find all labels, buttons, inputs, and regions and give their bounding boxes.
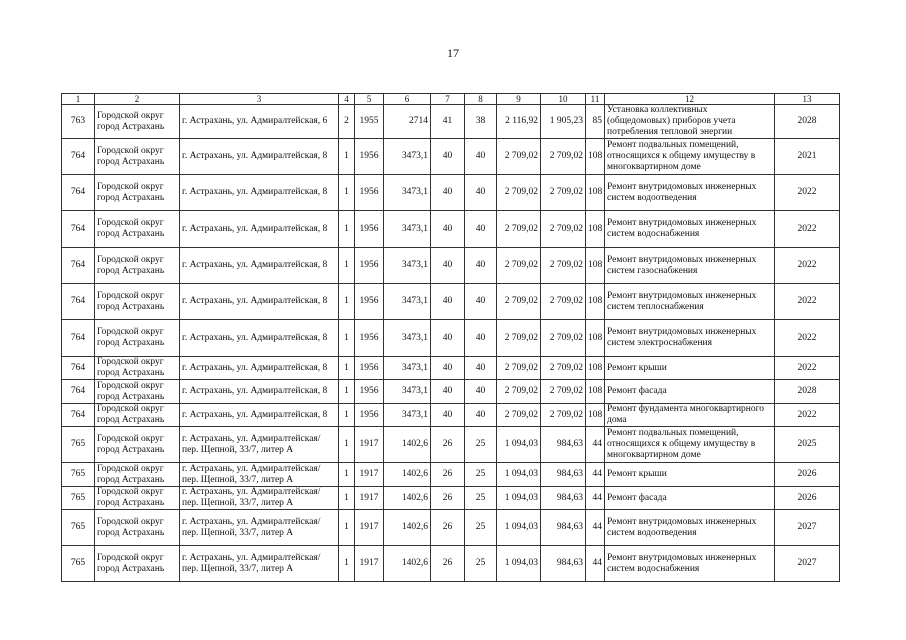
column-11-cell: 108	[586, 380, 605, 404]
column-9-cell: 2 709,02	[497, 139, 541, 175]
work-type-cell: Ремонт внутридомовых инженерных систем газоснабжения	[605, 248, 775, 284]
work-type-cell: Ремонт фасада	[605, 380, 775, 404]
municipality-cell: Городской округ город Астрахань	[95, 320, 180, 357]
register-table	[61, 93, 840, 582]
municipality-cell: Городской округ город Астрахань	[95, 105, 180, 139]
table-row	[62, 139, 840, 175]
column-9-cell: 2 709,02	[497, 320, 541, 357]
year-built-cell: 1956	[355, 175, 384, 211]
column-9-cell: 2 709,02	[497, 248, 541, 284]
total-area-cell: 3473,1	[384, 320, 431, 357]
work-type-cell: Ремонт подвальных помещений, относящихся к общему имуществу в многоквартирном доме	[605, 427, 775, 463]
page-number: 17	[447, 46, 459, 60]
column-7-cell: 40	[431, 175, 465, 211]
column-8-cell: 40	[465, 175, 497, 211]
municipality-cell: Городской округ город Астрахань	[95, 248, 180, 284]
column-number-row	[62, 94, 840, 105]
work-type-cell: Ремонт фасада	[605, 487, 775, 510]
column-7-cell: 40	[431, 320, 465, 357]
address-cell: г. Астрахань, ул. Адмиралтейская, 8	[180, 380, 339, 404]
row-number: 764	[62, 248, 95, 284]
column-8-cell: 40	[465, 211, 497, 248]
column-8-cell: 38	[465, 105, 497, 139]
column-8-cell: 40	[465, 248, 497, 284]
planned-year-cell: 2027	[775, 546, 840, 582]
column-9-cell: 2 116,92	[497, 105, 541, 139]
municipality-cell: Городской округ город Астрахань	[95, 510, 180, 546]
planned-year-cell: 2026	[775, 487, 840, 510]
floors-cell: 1	[339, 404, 355, 427]
table-row	[62, 427, 840, 463]
table-row	[62, 320, 840, 357]
column-header: 8	[465, 94, 497, 105]
column-7-cell: 26	[431, 487, 465, 510]
column-9-cell: 1 094,03	[497, 510, 541, 546]
total-area-cell: 3473,1	[384, 404, 431, 427]
column-9-cell: 2 709,02	[497, 380, 541, 404]
planned-year-cell: 2028	[775, 380, 840, 404]
work-type-cell: Ремонт крыши	[605, 463, 775, 487]
row-number: 764	[62, 404, 95, 427]
address-cell: г. Астрахань, ул. Адмиралтейская, 8	[180, 284, 339, 320]
municipality-cell: Городской округ город Астрахань	[95, 427, 180, 463]
address-cell: г. Астрахань, ул. Адмиралтейская/ пер. Щепной, 33/7, литер А	[180, 510, 339, 546]
planned-year-cell: 2026	[775, 463, 840, 487]
column-7-cell: 40	[431, 404, 465, 427]
column-8-cell: 40	[465, 139, 497, 175]
floors-cell: 1	[339, 546, 355, 582]
total-area-cell: 1402,6	[384, 510, 431, 546]
column-8-cell: 40	[465, 357, 497, 380]
floors-cell: 1	[339, 357, 355, 380]
address-cell: г. Астрахань, ул. Адмиралтейская, 8	[180, 175, 339, 211]
column-7-cell: 40	[431, 211, 465, 248]
municipality-cell: Городской округ город Астрахань	[95, 380, 180, 404]
municipality-cell: Городской округ город Астрахань	[95, 404, 180, 427]
column-header: 4	[339, 94, 355, 105]
column-11-cell: 108	[586, 211, 605, 248]
planned-year-cell: 2022	[775, 175, 840, 211]
floors-cell: 1	[339, 284, 355, 320]
column-9-cell: 2 709,02	[497, 357, 541, 380]
column-10-cell: 2 709,02	[541, 139, 586, 175]
table-row	[62, 284, 840, 320]
year-built-cell: 1955	[355, 105, 384, 139]
row-number: 764	[62, 320, 95, 357]
year-built-cell: 1956	[355, 211, 384, 248]
row-number: 764	[62, 357, 95, 380]
year-built-cell: 1956	[355, 248, 384, 284]
total-area-cell: 3473,1	[384, 175, 431, 211]
address-cell: г. Астрахань, ул. Адмиралтейская/ пер. Щепной, 33/7, литер А	[180, 427, 339, 463]
address-cell: г. Астрахань, ул. Адмиралтейская, 8	[180, 320, 339, 357]
column-11-cell: 108	[586, 248, 605, 284]
table-row	[62, 248, 840, 284]
table-row	[62, 463, 840, 487]
column-header: 12	[605, 94, 775, 105]
row-number: 765	[62, 546, 95, 582]
table-row	[62, 404, 840, 427]
year-built-cell: 1956	[355, 357, 384, 380]
total-area-cell: 1402,6	[384, 487, 431, 510]
floors-cell: 1	[339, 510, 355, 546]
work-type-cell: Ремонт внутридомовых инженерных систем водоотведения	[605, 175, 775, 211]
address-cell: г. Астрахань, ул. Адмиралтейская, 6	[180, 105, 339, 139]
planned-year-cell: 2027	[775, 510, 840, 546]
column-11-cell: 44	[586, 546, 605, 582]
year-built-cell: 1956	[355, 404, 384, 427]
total-area-cell: 3473,1	[384, 211, 431, 248]
table-row	[62, 510, 840, 546]
address-cell: г. Астрахань, ул. Адмиралтейская, 8	[180, 248, 339, 284]
municipality-cell: Городской округ город Астрахань	[95, 357, 180, 380]
column-10-cell: 1 905,23	[541, 105, 586, 139]
column-10-cell: 984,63	[541, 427, 586, 463]
row-number: 764	[62, 284, 95, 320]
municipality-cell: Городской округ город Астрахань	[95, 211, 180, 248]
planned-year-cell: 2022	[775, 404, 840, 427]
column-8-cell: 25	[465, 427, 497, 463]
column-11-cell: 108	[586, 175, 605, 211]
column-7-cell: 40	[431, 380, 465, 404]
column-11-cell: 44	[586, 510, 605, 546]
column-8-cell: 40	[465, 284, 497, 320]
year-built-cell: 1956	[355, 139, 384, 175]
column-8-cell: 25	[465, 463, 497, 487]
column-header: 5	[355, 94, 384, 105]
column-10-cell: 2 709,02	[541, 320, 586, 357]
table-row	[62, 380, 840, 404]
municipality-cell: Городской округ город Астрахань	[95, 139, 180, 175]
year-built-cell: 1956	[355, 284, 384, 320]
table-row	[62, 175, 840, 211]
work-type-cell: Установка коллективных (общедомовых) приборов учета потребления тепловой энергии	[605, 105, 775, 139]
column-9-cell: 1 094,03	[497, 546, 541, 582]
planned-year-cell: 2022	[775, 211, 840, 248]
floors-cell: 1	[339, 320, 355, 357]
floors-cell: 1	[339, 463, 355, 487]
column-10-cell: 2 709,02	[541, 404, 586, 427]
floors-cell: 1	[339, 175, 355, 211]
column-10-cell: 2 709,02	[541, 357, 586, 380]
floors-cell: 1	[339, 427, 355, 463]
row-number: 764	[62, 139, 95, 175]
column-7-cell: 40	[431, 248, 465, 284]
municipality-cell: Городской округ город Астрахань	[95, 487, 180, 510]
column-11-cell: 108	[586, 284, 605, 320]
column-header: 10	[541, 94, 586, 105]
floors-cell: 1	[339, 139, 355, 175]
column-10-cell: 2 709,02	[541, 284, 586, 320]
column-header: 3	[180, 94, 339, 105]
column-9-cell: 2 709,02	[497, 284, 541, 320]
total-area-cell: 3473,1	[384, 357, 431, 380]
total-area-cell: 1402,6	[384, 427, 431, 463]
work-type-cell: Ремонт подвальных помещений, относящихся к общему имуществу в многоквартирном доме	[605, 139, 775, 175]
work-type-cell: Ремонт внутридомовых инженерных систем водоотведения	[605, 510, 775, 546]
table-row	[62, 105, 840, 139]
planned-year-cell: 2022	[775, 357, 840, 380]
column-11-cell: 108	[586, 404, 605, 427]
planned-year-cell: 2028	[775, 105, 840, 139]
floors-cell: 2	[339, 105, 355, 139]
work-type-cell: Ремонт внутридомовых инженерных систем водоснабжения	[605, 546, 775, 582]
column-8-cell: 40	[465, 320, 497, 357]
year-built-cell: 1917	[355, 546, 384, 582]
column-10-cell: 984,63	[541, 546, 586, 582]
column-10-cell: 2 709,02	[541, 211, 586, 248]
address-cell: г. Астрахань, ул. Адмиралтейская/ пер. Щепной, 33/7, литер А	[180, 463, 339, 487]
row-number: 765	[62, 510, 95, 546]
column-7-cell: 40	[431, 357, 465, 380]
row-number: 764	[62, 380, 95, 404]
row-number: 765	[62, 427, 95, 463]
table-row	[62, 546, 840, 582]
column-7-cell: 41	[431, 105, 465, 139]
table-row	[62, 357, 840, 380]
year-built-cell: 1917	[355, 510, 384, 546]
municipality-cell: Городской округ город Астрахань	[95, 284, 180, 320]
row-number: 764	[62, 175, 95, 211]
column-8-cell: 25	[465, 546, 497, 582]
floors-cell: 1	[339, 487, 355, 510]
column-7-cell: 26	[431, 546, 465, 582]
address-cell: г. Астрахань, ул. Адмиралтейская, 8	[180, 211, 339, 248]
total-area-cell: 1402,6	[384, 463, 431, 487]
row-number: 765	[62, 463, 95, 487]
row-number: 763	[62, 105, 95, 139]
planned-year-cell: 2022	[775, 320, 840, 357]
floors-cell: 1	[339, 380, 355, 404]
total-area-cell: 3473,1	[384, 284, 431, 320]
column-8-cell: 25	[465, 487, 497, 510]
column-11-cell: 108	[586, 357, 605, 380]
column-header: 13	[775, 94, 840, 105]
planned-year-cell: 2022	[775, 284, 840, 320]
planned-year-cell: 2021	[775, 139, 840, 175]
column-8-cell: 40	[465, 380, 497, 404]
column-11-cell: 85	[586, 105, 605, 139]
column-10-cell: 984,63	[541, 510, 586, 546]
column-9-cell: 1 094,03	[497, 487, 541, 510]
column-10-cell: 984,63	[541, 487, 586, 510]
column-7-cell: 40	[431, 284, 465, 320]
column-7-cell: 26	[431, 427, 465, 463]
planned-year-cell: 2025	[775, 427, 840, 463]
column-header: 9	[497, 94, 541, 105]
total-area-cell: 2714	[384, 105, 431, 139]
column-header: 2	[95, 94, 180, 105]
table-row	[62, 211, 840, 248]
floors-cell: 1	[339, 248, 355, 284]
table-row	[62, 487, 840, 510]
year-built-cell: 1956	[355, 380, 384, 404]
year-built-cell: 1956	[355, 320, 384, 357]
row-number: 764	[62, 211, 95, 248]
year-built-cell: 1917	[355, 427, 384, 463]
address-cell: г. Астрахань, ул. Адмиралтейская/ пер. Щепной, 33/7, литер А	[180, 487, 339, 510]
column-9-cell: 1 094,03	[497, 427, 541, 463]
column-10-cell: 984,63	[541, 463, 586, 487]
column-7-cell: 26	[431, 510, 465, 546]
column-7-cell: 40	[431, 139, 465, 175]
work-type-cell: Ремонт внутридомовых инженерных систем теплоснабжения	[605, 284, 775, 320]
column-10-cell: 2 709,02	[541, 248, 586, 284]
column-8-cell: 25	[465, 510, 497, 546]
municipality-cell: Городской округ город Астрахань	[95, 175, 180, 211]
column-9-cell: 1 094,03	[497, 463, 541, 487]
column-10-cell: 2 709,02	[541, 380, 586, 404]
column-9-cell: 2 709,02	[497, 175, 541, 211]
column-9-cell: 2 709,02	[497, 211, 541, 248]
column-11-cell: 108	[586, 320, 605, 357]
year-built-cell: 1917	[355, 463, 384, 487]
column-11-cell: 44	[586, 487, 605, 510]
work-type-cell: Ремонт крыши	[605, 357, 775, 380]
total-area-cell: 3473,1	[384, 380, 431, 404]
work-type-cell: Ремонт фундамента многоквартирного дома	[605, 404, 775, 427]
column-header: 1	[62, 94, 95, 105]
total-area-cell: 3473,1	[384, 139, 431, 175]
column-header: 6	[384, 94, 431, 105]
total-area-cell: 1402,6	[384, 546, 431, 582]
column-10-cell: 2 709,02	[541, 175, 586, 211]
address-cell: г. Астрахань, ул. Адмиралтейская/ пер. Щепной, 33/7, литер А	[180, 546, 339, 582]
municipality-cell: Городской округ город Астрахань	[95, 546, 180, 582]
row-number: 765	[62, 487, 95, 510]
planned-year-cell: 2022	[775, 248, 840, 284]
column-header: 7	[431, 94, 465, 105]
column-11-cell: 44	[586, 463, 605, 487]
column-11-cell: 44	[586, 427, 605, 463]
column-header: 11	[586, 94, 605, 105]
total-area-cell: 3473,1	[384, 248, 431, 284]
address-cell: г. Астрахань, ул. Адмиралтейская, 8	[180, 139, 339, 175]
work-type-cell: Ремонт внутридомовых инженерных систем водоснабжения	[605, 211, 775, 248]
floors-cell: 1	[339, 211, 355, 248]
column-8-cell: 40	[465, 404, 497, 427]
column-9-cell: 2 709,02	[497, 404, 541, 427]
address-cell: г. Астрахань, ул. Адмиралтейская, 8	[180, 357, 339, 380]
address-cell: г. Астрахань, ул. Адмиралтейская, 8	[180, 404, 339, 427]
municipality-cell: Городской округ город Астрахань	[95, 463, 180, 487]
column-11-cell: 108	[586, 139, 605, 175]
year-built-cell: 1917	[355, 487, 384, 510]
work-type-cell: Ремонт внутридомовых инженерных систем электроснабжения	[605, 320, 775, 357]
column-7-cell: 26	[431, 463, 465, 487]
